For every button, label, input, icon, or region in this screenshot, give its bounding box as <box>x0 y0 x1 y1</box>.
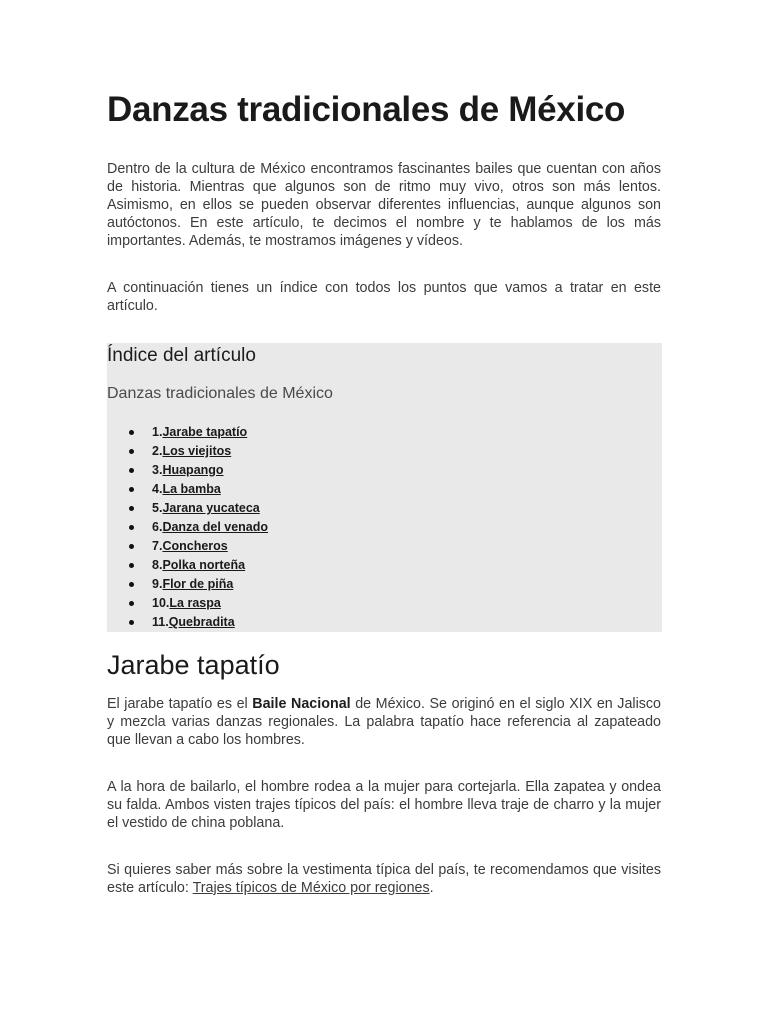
toc-item-number: 7. <box>152 539 163 553</box>
toc-link-flor-de-pina[interactable]: Flor de piña <box>162 577 234 591</box>
toc-item-number: 4. <box>152 482 163 496</box>
toc-link-huapango[interactable]: Huapango <box>162 463 224 477</box>
toc-item-number: 8. <box>152 558 163 572</box>
intro-paragraph-2: A continuación tienes un índice con todos los puntos que vamos a tratar en este artículo. <box>107 280 661 314</box>
bullet-icon <box>129 506 134 511</box>
toc-item-number: 2. <box>152 444 163 458</box>
toc-link-quebradita[interactable]: Quebradita <box>168 615 235 629</box>
link-trajes-tipicos[interactable]: Trajes típicos de México por regiones <box>192 880 430 896</box>
toc-item-huapango <box>107 461 268 480</box>
toc-link-polka-nortena[interactable]: Polka norteña <box>162 558 246 572</box>
toc-link-la-bamba[interactable]: La bamba <box>162 482 221 496</box>
bullet-icon <box>129 449 134 454</box>
toc-item-la-bamba <box>107 480 268 499</box>
toc-item-number: 5. <box>152 501 163 515</box>
toc-link-concheros[interactable]: Concheros <box>162 539 228 553</box>
toc-link-la-raspa[interactable]: La raspa <box>169 596 221 610</box>
toc-title: Índice del artículo <box>107 345 256 366</box>
toc-item-flor-de-pina <box>107 575 268 594</box>
toc-item-quebradita <box>107 613 268 632</box>
toc-subtitle: Danzas tradicionales de México <box>107 385 333 402</box>
bullet-icon <box>129 430 134 435</box>
toc-item-number: 6. <box>152 520 163 534</box>
bullet-icon <box>129 487 134 492</box>
bullet-icon <box>129 620 134 625</box>
bullet-icon <box>129 525 134 530</box>
bullet-icon <box>129 544 134 549</box>
toc-item-danza-del-venado <box>107 518 268 537</box>
intro-paragraph-1: Dentro de la cultura de México encontramos fascinantes bailes que cuentan con años de historia. Mientras que algunos son de ritmo muy vivo, otros son más lentos. Asimismo, en ellos se pueden observar diferentes influencias, aunque algunos son autóctonos. En este artículo, te decimos el nombre y te hablamos de los más importantes. Además, te mostramos imágenes y vídeos. <box>107 161 661 249</box>
toc-item-number: 11. <box>152 615 169 629</box>
toc-item-number: 1. <box>152 425 163 439</box>
toc-link-danza-del-venado[interactable]: Danza del venado <box>162 520 269 534</box>
toc-list <box>107 423 268 632</box>
paragraph-text: . <box>429 880 434 896</box>
toc-item-number: 9. <box>152 577 163 591</box>
bullet-icon <box>129 468 134 473</box>
table-of-contents <box>107 343 662 632</box>
paragraph-text: Si quieres saber más sobre la vestimenta típica del país, te recomendamos que visites este artículo: <box>107 862 661 896</box>
page-title: Danzas tradicionales de México <box>107 90 626 129</box>
toc-link-jarabe-tapatio[interactable]: Jarabe tapatío <box>162 425 248 439</box>
section-paragraph-2: A la hora de bailarlo, el hombre rodea a la mujer para cortejarla. Ella zapatea y ondea su falda. Ambos visten trajes típicos del país: el hombre lleva traje de charro y la mujer el vestido de china poblana. <box>107 779 661 831</box>
paragraph-text: de México. Se originó en el siglo XIX en Jalisco y mezcla varias danzas regionales. La palabra tapatío hace referencia al zapateado que llevan a cabo los hombres. <box>107 696 662 748</box>
toc-link-jarana-yucateca[interactable]: Jarana yucateca <box>162 501 260 515</box>
section-title-jarabe-tapatio: Jarabe tapatío <box>107 650 280 680</box>
toc-item-los-viejitos <box>107 442 268 461</box>
toc-item-polka-nortena <box>107 556 268 575</box>
section-paragraph-1 <box>107 695 661 749</box>
toc-item-number: 3. <box>152 463 163 477</box>
bullet-icon <box>129 582 134 587</box>
paragraph-text: El jarabe tapatío es el <box>107 696 253 712</box>
bold-text: Baile Nacional <box>252 696 351 712</box>
toc-link-los-viejitos[interactable]: Los viejitos <box>162 444 232 458</box>
toc-item-jarabe-tapatio <box>107 423 268 442</box>
bullet-icon <box>129 601 134 606</box>
bullet-icon <box>129 563 134 568</box>
toc-item-concheros <box>107 537 268 556</box>
toc-item-jarana-yucateca <box>107 499 268 518</box>
toc-item-la-raspa <box>107 594 268 613</box>
section-paragraph-3 <box>107 861 661 897</box>
toc-item-number: 10. <box>152 596 170 610</box>
